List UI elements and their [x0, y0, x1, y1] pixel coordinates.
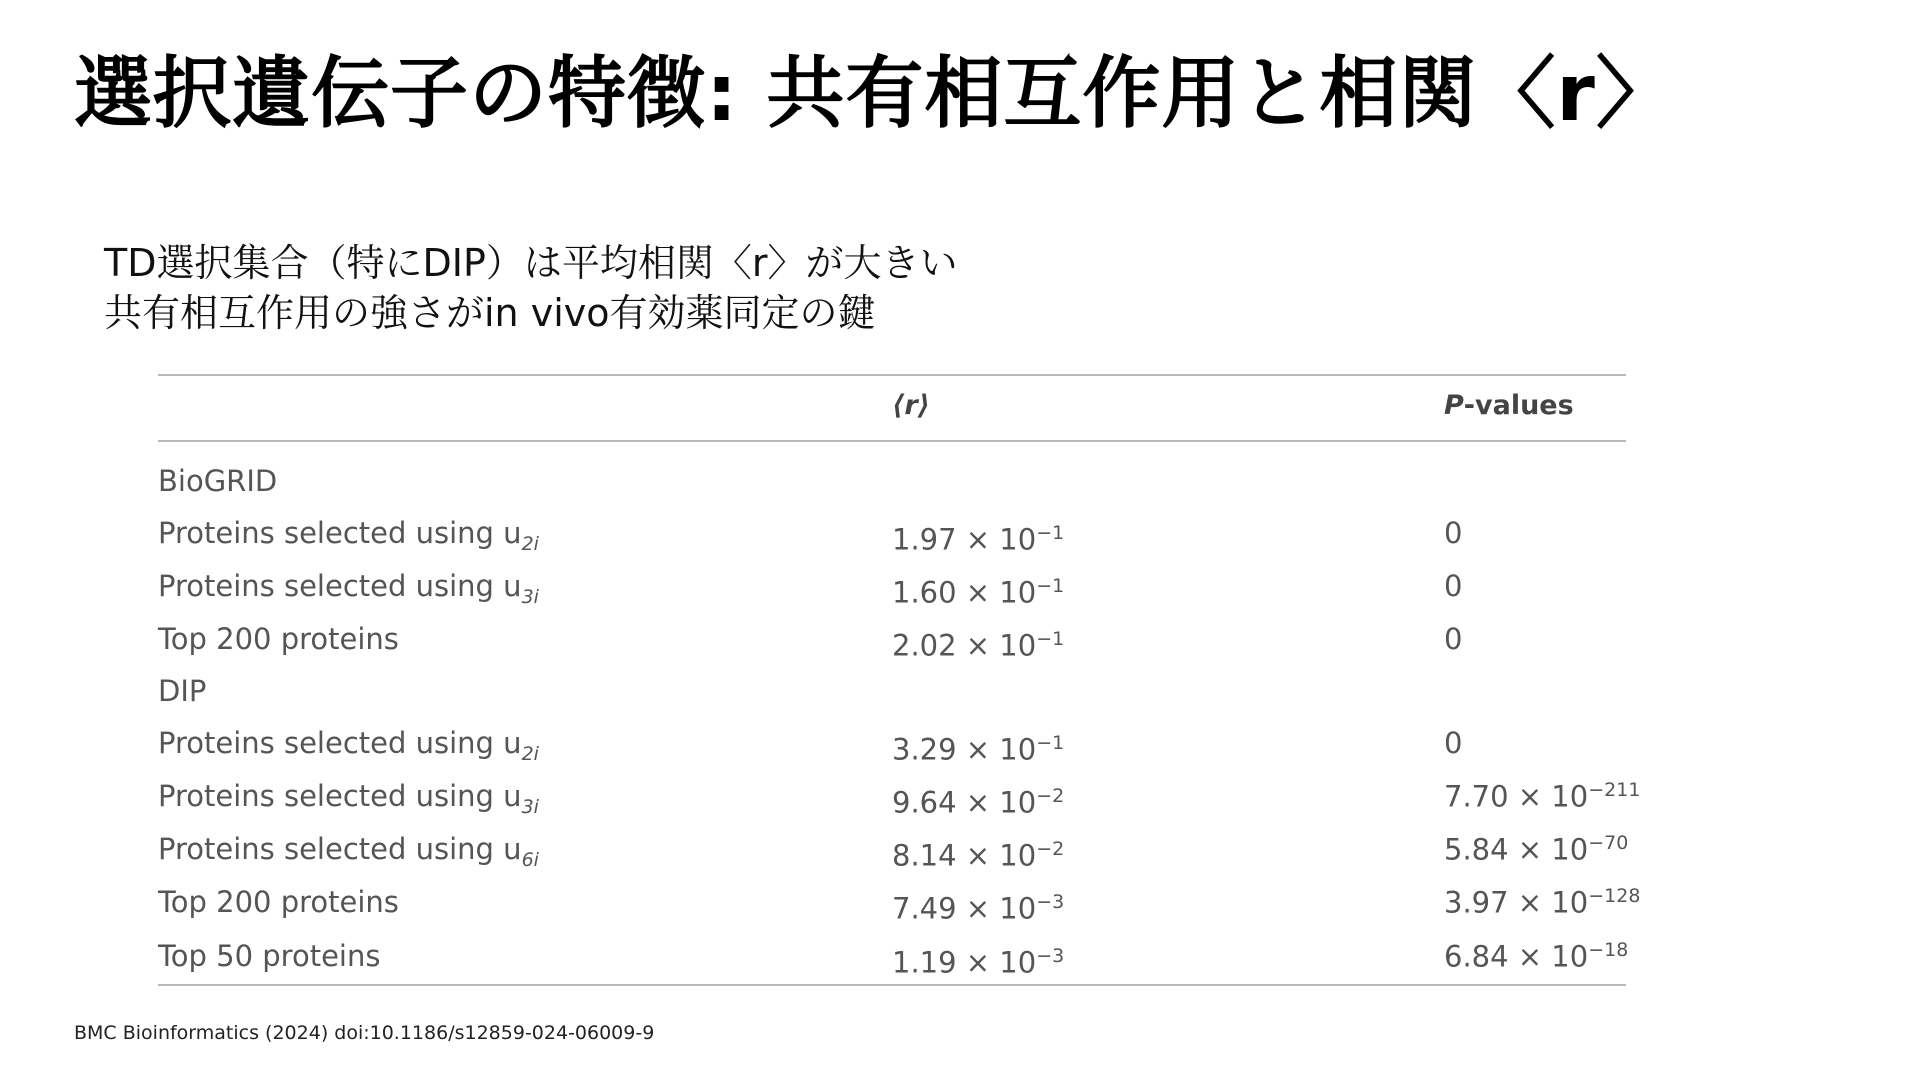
citation: BMC Bioinformatics (2024) doi:10.1186/s12859-024-06009-9	[74, 1022, 655, 1044]
r-exponent: −1	[1036, 628, 1065, 650]
row-label	[158, 779, 539, 818]
table-row	[158, 674, 1626, 718]
p-exponent: −128	[1588, 885, 1641, 907]
p-value	[1444, 832, 1628, 867]
p-value	[1444, 622, 1462, 656]
r-value	[892, 522, 1064, 557]
r-mantissa: 1.19 × 10	[892, 945, 1037, 980]
r-exponent: −1	[1036, 522, 1065, 544]
row-label-text: DIP	[158, 674, 207, 708]
table-row	[158, 779, 1641, 823]
r-mantissa: 8.14 × 10	[892, 838, 1037, 873]
row-label-subscript: 3i	[521, 795, 539, 818]
r-mantissa: 7.49 × 10	[892, 891, 1037, 926]
column-header-p-values	[1444, 390, 1574, 421]
table-row	[158, 516, 1626, 560]
r-mantissa: 9.64 × 10	[892, 785, 1037, 820]
r-exponent: −2	[1036, 838, 1065, 860]
p-mantissa: 0	[1444, 622, 1463, 656]
r-value	[892, 628, 1064, 663]
p-value	[1444, 726, 1462, 760]
slide-title: 選択遺伝子の特徴: 共有相互作用と相関〈r〉	[74, 49, 1675, 139]
p-exponent: −211	[1588, 779, 1641, 801]
row-label-text: BioGRID	[158, 464, 278, 498]
r-value	[892, 891, 1064, 926]
r-mantissa: 1.97 × 10	[892, 522, 1037, 557]
row-label-text: Proteins selected using u	[158, 516, 522, 550]
p-mantissa: 6.84 × 10	[1444, 939, 1589, 974]
r-value	[892, 945, 1064, 980]
row-label-text: Top 50 proteins	[158, 939, 381, 973]
r-mantissa: 1.60 × 10	[892, 575, 1037, 610]
table-header-rule	[158, 440, 1626, 442]
p-value	[1444, 779, 1640, 814]
row-label-text: Proteins selected using u	[158, 779, 522, 813]
row-label	[158, 674, 206, 708]
row-label-text: Proteins selected using u	[158, 726, 522, 760]
r-value	[892, 838, 1064, 873]
row-label-subscript: 6i	[521, 848, 539, 871]
r-value	[892, 732, 1064, 767]
r-value	[892, 575, 1064, 610]
row-label	[158, 726, 539, 765]
column-header-r: ⟨r⟩	[892, 390, 930, 421]
table-row	[158, 569, 1626, 613]
p-value	[1444, 569, 1462, 603]
column-header-p-italic: P	[1444, 390, 1464, 421]
row-label-subscript: 2i	[521, 742, 539, 765]
row-label	[158, 622, 399, 656]
row-label	[158, 885, 399, 919]
p-mantissa: 5.84 × 10	[1444, 832, 1589, 867]
r-exponent: −1	[1036, 575, 1065, 597]
table-bottom-rule	[158, 984, 1626, 986]
row-label-text: Top 200 proteins	[158, 622, 399, 656]
row-label-subscript: 3i	[521, 585, 539, 608]
row-label	[158, 516, 539, 555]
column-header-p-rest: -values	[1463, 390, 1574, 421]
table-row	[158, 832, 1629, 876]
p-value	[1444, 885, 1640, 920]
p-exponent: −18	[1588, 939, 1629, 961]
table-row	[158, 726, 1626, 770]
bullet-line-1: TD選択集合（特にDIP）は平均相関〈r〉が大きい	[104, 241, 958, 285]
row-label	[158, 569, 539, 608]
table-row	[158, 885, 1641, 929]
r-exponent: −3	[1036, 945, 1065, 967]
p-mantissa: 0	[1444, 569, 1463, 603]
table-top-rule	[158, 374, 1626, 376]
r-value	[892, 785, 1064, 820]
r-exponent: −2	[1036, 785, 1065, 807]
summary-bullets	[104, 238, 957, 338]
table-row	[158, 464, 1626, 508]
row-label-text: Proteins selected using u	[158, 569, 522, 603]
r-exponent: −3	[1036, 891, 1065, 913]
row-label-subscript: 2i	[521, 532, 539, 555]
p-mantissa: 7.70 × 10	[1444, 779, 1589, 814]
p-value	[1444, 516, 1462, 550]
bullet-line-2: 共有相互作用の強さがin vivo有効薬同定の鍵	[104, 291, 876, 335]
row-label-text: Proteins selected using u	[158, 832, 522, 866]
r-exponent: −1	[1036, 732, 1065, 754]
row-label	[158, 939, 380, 973]
p-exponent: −70	[1588, 832, 1629, 854]
table-row	[158, 622, 1626, 666]
table-row	[158, 939, 1629, 983]
row-label	[158, 832, 539, 871]
p-mantissa: 0	[1444, 726, 1463, 760]
p-value	[1444, 939, 1628, 974]
r-mantissa: 2.02 × 10	[892, 628, 1037, 663]
r-mantissa: 3.29 × 10	[892, 732, 1037, 767]
row-label	[158, 464, 277, 498]
p-mantissa: 0	[1444, 516, 1463, 550]
row-label-text: Top 200 proteins	[158, 885, 399, 919]
p-mantissa: 3.97 × 10	[1444, 885, 1589, 920]
